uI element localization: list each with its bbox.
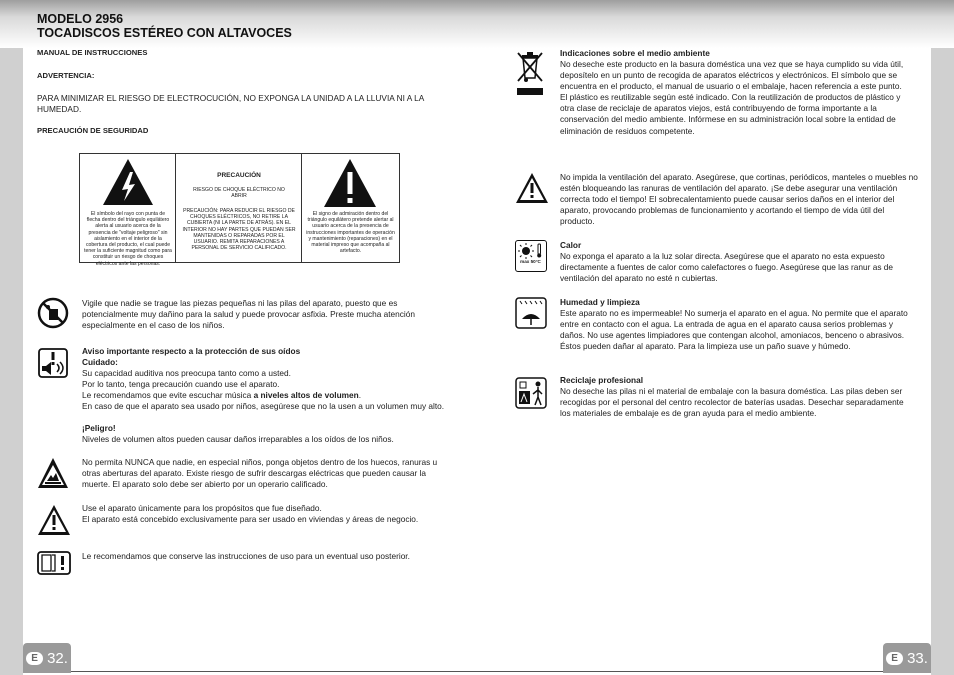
ventilation-text: No impida la ventilación del aparato. Asegúrese, que cortinas, periódicos, manteles o muebles no estén bloqueando las ranuras de ventilación del aparato. ¡Se debe asegurar una ventilación correcta todo el tiempo! El sobrecalentamiento puede causar serios daños en el interior del aparato, provocando problemas de funcionamiento y acortando el tiempo de vida útil del producto. <box>560 172 918 227</box>
precaucion-heading: PRECAUCIÓN DE SEGURIDAD <box>37 126 149 135</box>
small-parts-warning: Vigile que nadie se trague las piezas pequeñas ni las pilas del aparato, puesto que es potencialmente muy dañino para la salud y puede provocar asfixia. Preste mucha atención especialmente en el caso de los niños. <box>82 298 415 331</box>
openings-warning: No permita NUNCA que nadie, en especial niños, ponga objetos dentro de los huecos, ranuras u otras aberturas del aparato. Existe riesgo de sufrir descargas eléctricas que pueden causar la muerte. El aparato solo debe ser abierto por un operario calificado. <box>82 457 438 490</box>
warning-triangle-icon <box>37 504 71 536</box>
cuidado-label: Cuidado: <box>82 357 118 367</box>
caution-label: PRECAUCIÓN <box>217 172 261 179</box>
max-temp-label: max 50°C <box>520 259 541 264</box>
exclamation-triangle-icon <box>323 158 377 208</box>
no-swallow-icon <box>37 297 69 329</box>
left-margin-bar <box>0 48 23 675</box>
product-title: TOCADISCOS ESTÉREO CON ALTAVOCES <box>37 26 292 40</box>
env-text: No deseche este producto en la basura doméstica una vez que se haya cumplido su vida útil, deposítelo en un punto de recogida de aparatos eléctricos y electrónicos. El símbolo que se encuentra en el producto, el manual de usuario o el embalaje, hacen referencia a este punto. El plástico es reutilizable según esté indicado. Con la reutilización de productos de plástico y otra clase de reciclaje de aparatos viejos, está contribuyendo de forma importante a la conservación del medio ambiente. Infórmese en su administración local sobre la entidad de eliminación de residuos competente. <box>560 59 904 136</box>
electric-shock-icon <box>37 457 69 491</box>
page-number-left <box>23 643 71 673</box>
env-title: Indicaciones sobre el medio ambiente <box>560 48 710 58</box>
calor-title: Calor <box>560 240 582 250</box>
intended-use-1: Use el aparato únicamente para los propósitos que fue diseñado. <box>82 503 322 513</box>
sun-thermometer-icon <box>518 243 544 259</box>
language-badge-left: E <box>26 652 43 665</box>
hearing-title: Aviso importante respecto a la protección de sus oídos <box>82 346 301 356</box>
hearing-line-3 <box>82 390 452 401</box>
advertencia-text: PARA MINIMIZAR EL RIESGO DE ELECTROCUCIÓN, NO EXPONGA LA UNIDAD A LA LLUVIA NI A LA HUMEDAD. <box>37 93 424 115</box>
keep-instructions: Le recomendamos que conserve las instrucciones de uso para un eventual uso posterior. <box>82 551 410 561</box>
lightning-cell <box>80 154 176 267</box>
hearing-protection-icon <box>37 347 69 379</box>
hearing-line-2: Por lo tanto, tenga precaución cuando use el aparato. <box>82 379 280 389</box>
caution-sub: RIESGO DE CHOQUE ELÉCTRICO NO ABRIR <box>193 187 285 200</box>
hearing-line-3a: Le recomendamos que evite escuchar música <box>82 390 254 400</box>
page-num-right: 33. <box>907 649 928 667</box>
page-number-right <box>883 643 931 673</box>
lightning-triangle-icon <box>102 158 154 206</box>
hearing-line-3c: . <box>358 390 362 400</box>
peligro-label: ¡Peligro! <box>82 423 116 433</box>
hearing-line-1: Su capacidad auditiva nos preocupa tanto como a usted. <box>82 368 291 378</box>
footer-rule <box>70 671 884 672</box>
hearing-line-3b: a niveles altos de volumen <box>253 390 359 400</box>
header-band <box>0 0 954 48</box>
right-margin-bar <box>931 48 954 675</box>
weee-bin-icon <box>515 48 545 96</box>
advertencia-heading: ADVERTENCIA: <box>37 71 95 80</box>
reciclaje-text: No deseche las pilas ni el material de embalaje con la basura doméstica. Las pilas deben ser recogidas por el personal del centro recolector de baterías usadas. Desechar separadamente los materiales de embalaje es de gran ayuda para el medio ambiente. <box>560 386 904 419</box>
lightning-explanation: El símbolo del rayo con punta de flecha dentro del triángulo equilátero alerta al usuario acerca de la presencia de "voltaje peligroso" sin aislamiento en el interior de la cobertura del producto, el cual puede tener la suficiente magnitud como para constituir un riesgo de choques eléctricos ante las personas. <box>84 211 172 267</box>
safety-warning-box <box>79 153 400 267</box>
exclamation-cell <box>302 154 399 262</box>
recycling-icon <box>515 377 547 409</box>
manual-heading: MANUAL DE INSTRUCCIONES <box>37 48 148 57</box>
heat-icon <box>515 240 547 272</box>
manual-book-icon <box>37 551 71 575</box>
intended-use-2: El aparato está concebido exclusivamente para ser usado en viviendas y áreas de negocio. <box>82 514 419 524</box>
humedad-text: Este aparato no es impermeable! No sumerja el aparato en el agua. No permite que el aparato entre en contacto con el agua. La entrada de agua en el aparato causa serios problemas y daños. No use agentes limpiadores que contengan alcohol, amoniacos, benceno o abrasivos. Éstos pueden dañar al aparato. Para la limpieza use un paño suave y húmedo. <box>560 308 908 352</box>
ventilation-warning-icon <box>515 172 549 204</box>
hearing-line-4: En caso de que el aparato sea usado por niños, asegúrese que no la usen a un volumen muy alto. <box>82 401 445 411</box>
caution-cell <box>176 154 302 262</box>
calor-text: No exponga el aparato a la luz solar directa. Asegúrese que el aparato no esta expuesto directamente a fuentes de calor como calefactores o fuego. Asegúrese que las ranur as de ventilación del aparato no esté n cubiertas. <box>560 251 893 284</box>
exclamation-explanation: El signo de admiración dentro del triángulo equilátero pretende alertar al usuario acerca de la presencia de instrucciones importantes de operación y mantenimiento (reparaciones) en el material impreso que acompaña al artefacto. <box>306 211 395 255</box>
language-badge-right: E <box>886 652 903 665</box>
caution-text: PRECAUCIÓN: PARA REDUCIR EL RIESGO DE CHOQUES ELÉCTRICOS, NO RETIRE LA CUBIERTA (NI LA PARTE DE ATRÁS). EN EL INTERIOR NO HAY PARTES QUE PUEDAN SER MANTENIDAS O REPARADAS POR EL USUARIO. REMITA REPARACIONES A PERSONAL DE SERVICIO CALIFICADO. <box>182 208 296 252</box>
page-num-left: 32. <box>47 649 68 667</box>
hearing-line-5: Niveles de volumen altos pueden causar daños irreparables a los oídos de los niños. <box>82 434 394 444</box>
humedad-title: Humedad y limpieza <box>560 297 640 307</box>
reciclaje-title: Reciclaje profesional <box>560 375 644 385</box>
humidity-icon <box>515 297 547 329</box>
model-title: MODELO 2956 <box>37 12 124 26</box>
